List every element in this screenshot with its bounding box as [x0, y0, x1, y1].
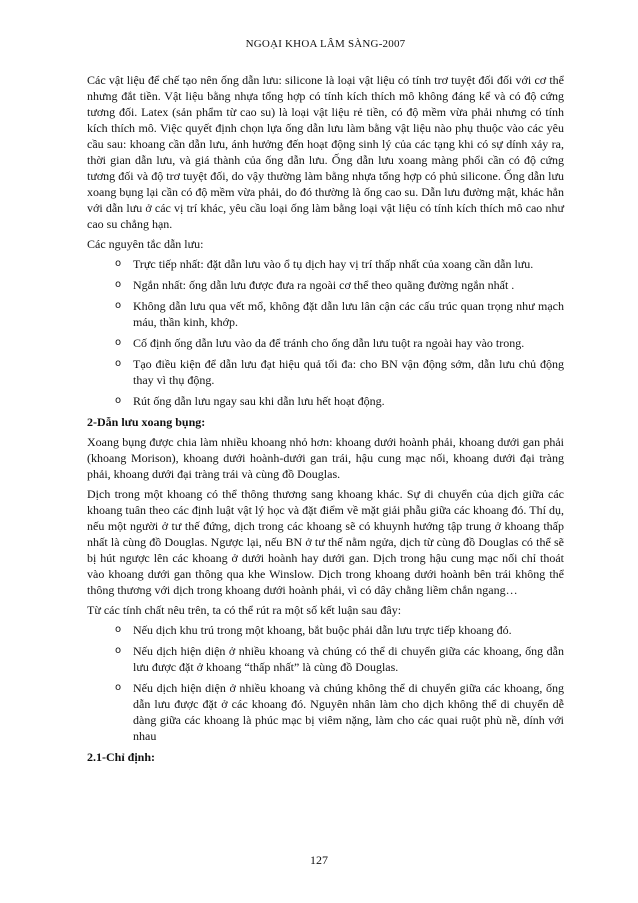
list-item — [115, 622, 564, 638]
section-heading-indications: 2.1-Chỉ định: — [87, 750, 156, 764]
list-item-text: Trực tiếp nhất: đặt dẫn lưu vào ổ tụ dịch hay vị trí thấp nhất của xoang cần dẫn lưu. — [133, 257, 534, 271]
list-item-text: Nếu dịch hiện diện ở nhiều khoang và chúng không thể di chuyển giữa các khoang, ống dẫn lưu được đặt ở các khoang đó. Nguyên nhân làm cho dịch không thể di chuyển dễ dàng giữa các khoang là phúc mạc bị viêm nặng, làm cho các quai ruột phù nề, dính với nhau — [133, 681, 564, 743]
list-item — [115, 643, 564, 675]
list-item — [115, 277, 564, 293]
list-item-text: Tạo điều kiện để dẫn lưu đạt hiệu quả tối đa: cho BN vận động sớm, dẫn lưu chủ động thay vì thụ động. — [133, 357, 564, 387]
list-item-text: Nếu dịch khu trú trong một khoang, bắt buộc phải dẫn lưu trực tiếp khoang đó. — [133, 623, 512, 637]
list-item — [115, 335, 564, 351]
bullet-icon: o — [115, 358, 122, 369]
list-item-text: Cố định ống dẫn lưu vào da để tránh cho ống dẫn lưu tuột ra ngoài hay vào trong. — [133, 336, 525, 350]
list-item — [115, 680, 564, 744]
principles-list — [87, 256, 564, 409]
paragraph-principles-intro: Các nguyên tắc dẫn lưu: — [87, 237, 204, 251]
bullet-icon: o — [115, 300, 122, 311]
section-heading-abdominal-drainage: 2-Dẫn lưu xoang bụng: — [87, 415, 206, 429]
conclusions-list — [87, 622, 564, 744]
list-item — [115, 256, 564, 272]
bullet-icon: o — [115, 337, 122, 348]
running-header: NGOẠI KHOA LÂM SÀNG-2007 — [245, 38, 406, 50]
list-item — [115, 356, 564, 388]
bullet-icon: o — [115, 258, 122, 269]
bullet-icon: o — [115, 395, 122, 406]
list-item-text: Không dẫn lưu qua vết mổ, không đặt dẫn lưu lân cận các cấu trúc quan trọng như mạch máu, thần kinh, khớp. — [133, 299, 564, 329]
list-item — [115, 393, 564, 409]
bullet-icon: o — [115, 279, 122, 290]
list-item-text: Rút ống dẫn lưu ngay sau khi dẫn lưu hết hoạt động. — [133, 394, 385, 408]
paragraph-conclusions-intro: Từ các tính chất nêu trên, ta có thể rút ra một số kết luận sau đây: — [87, 603, 402, 617]
bullet-icon: o — [115, 645, 122, 656]
list-item — [115, 298, 564, 330]
bullet-icon: o — [115, 624, 122, 635]
paragraph-compartments: Xoang bụng được chia làm nhiều khoang nhỏ hơn: khoang dưới hoành phải, khoang dưới gan phải (khoang Morison), khoang dưới hoành-dưới gan trái, hậu cung mạc nối, khoang dưới đại tràng phải, khoang dưới đại tràng trái và cùng đồ Douglas. — [87, 435, 564, 481]
list-item-text: Nếu dịch hiện diện ở nhiều khoang và chúng có thể di chuyển giữa các khoang, ống dẫn lưu được đặt ở khoang “thấp nhất” là cùng đồ Douglas. — [133, 644, 564, 674]
paragraph-fluid-movement: Dịch trong một khoang có thể thông thương sang khoang khác. Sự di chuyển của dịch giữa các khoang tuân theo các định luật vật lý học và đặt điểm về mặt giải phẫu giữa các khoang đó. Thí dụ, nếu một người ở tư thế đứng, dịch trong các khoang sẽ có khuynh hướng tập trung ở khoang thấp nhất là cùng đồ Douglas. Ngược lại, nếu BN ở tư thế nằm ngửa, dịch từ cùng đồ Douglas có thể sẽ bị hút ngược lên các khoang ở dưới hoành hay dưới gan. Dịch trong hậu cung mạc nối chỉ thoát vào khoang dưới gan thông qua khe Winslow. Dịch trong khoang dưới hoành bên trái không thể thông thương với dịch trong khoang dưới hoành phải, vì có dây chằng liềm chắn ngang… — [87, 487, 564, 597]
page-number: 127 — [310, 853, 328, 867]
paragraph-materials: Các vật liệu để chế tạo nên ống dẫn lưu: silicone là loại vật liệu có tính trơ tuyệt đối đối với cơ thể nhưng đắt tiền. Vật liệu bằng nhựa tổng hợp có tính kích thích mô không đáng kể và có độ cứng tương đối. Latex (sản phẩm từ cao su) là loại vật liệu rẻ tiền, có độ mềm vừa phải nhưng có tính kích thích mô. Việc quyết định chọn lựa ống dẫn lưu làm bằng vật liệu nào phụ thuộc vào các yêu cầu sau: khoang cần dẫn lưu, ánh hưởng đến hoạt động sinh lý của các tạng khi có sự dính xảy ra, thời gian dẫn lưu, và giá thành của ống dẫn lưu. Ống dẫn lưu xoang màng phổi cần có độ cứng tương đối và độ trơ tuyệt đối, do vậy thường làm bằng nhựa tổng hợp có phủ silicone. Ống dẫn lưu xoang bụng lại cần có độ mềm vừa phải, do đó thường là ống cao su. Dẫn lưu đường mật, khác hẳn với dẫn lưu ở các vị trí khác, yêu cầu loại ống làm bằng loại vật liệu có tính kích thích mô cao như cao su chẳng hạn. — [87, 73, 564, 231]
bullet-icon: o — [115, 682, 122, 693]
list-item-text: Ngắn nhất: ống dẫn lưu được đưa ra ngoài cơ thể theo quãng đường ngắn nhất . — [133, 278, 515, 292]
